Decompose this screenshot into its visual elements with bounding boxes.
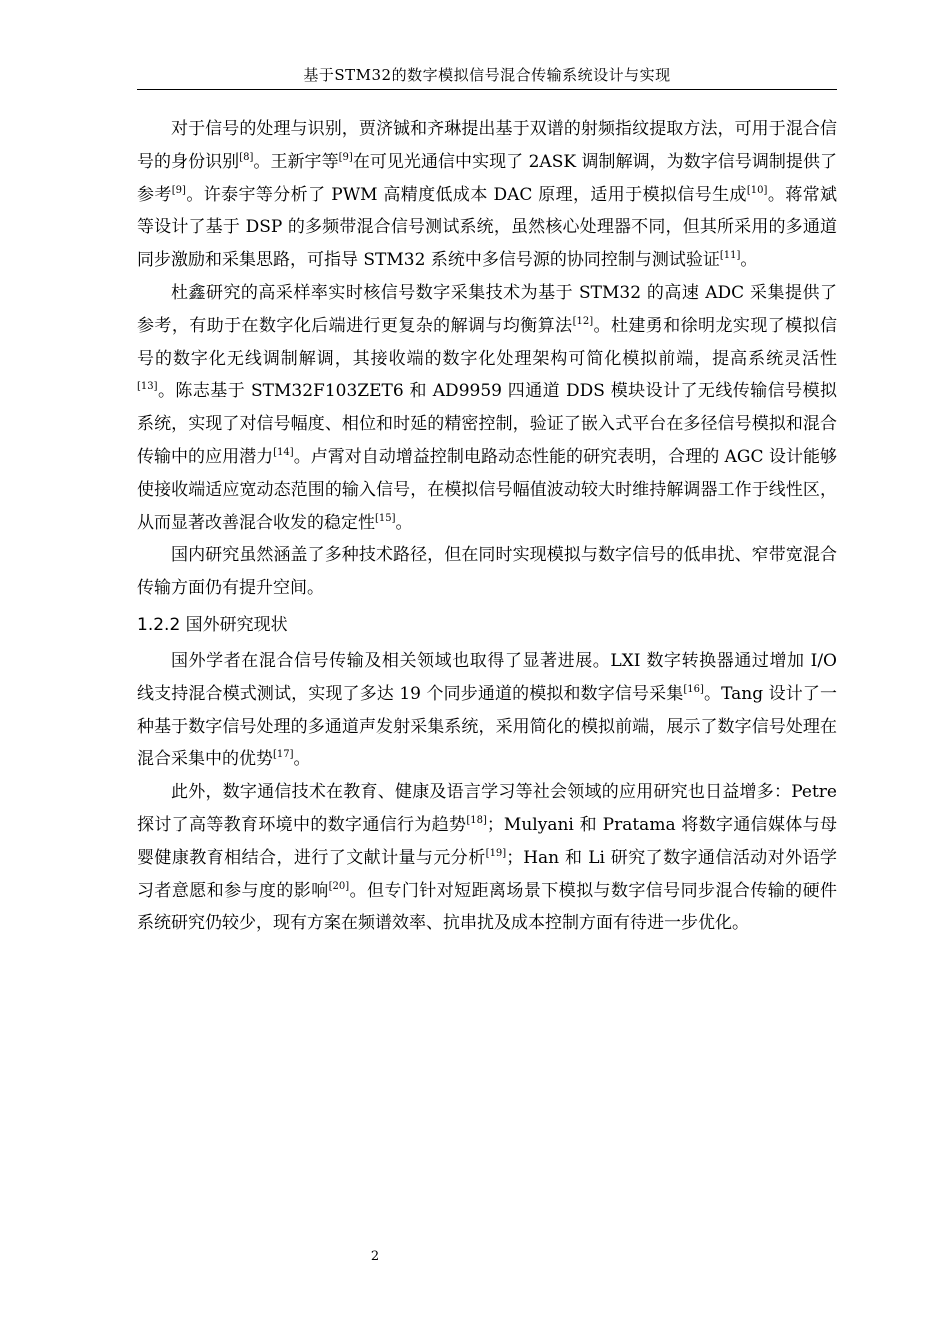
citation-ref: [15] (375, 512, 396, 524)
paragraph-text: 。 (395, 512, 413, 533)
section-heading: 1.2.2 国外研究现状 (137, 614, 288, 635)
header-rule (137, 89, 837, 90)
paragraph (137, 539, 837, 605)
citation-ref: [11] (719, 250, 741, 262)
paragraph-text: 。 (293, 749, 311, 770)
paragraph-text: 。蒋常斌等设计了基于 DSP 的多频带混合信号测试系统，虽然核心处理器不同，但其所采用的多通道同步激励和采集思路，可指导 STM32 系统中多信号源的协同控制与测试验证 (137, 184, 837, 271)
paragraph-text: ；Han 和 Li 研究了数字通信活动对外语学习者意愿和参与度的影响 (137, 847, 837, 901)
citation-ref: [20] (328, 880, 350, 892)
citation-ref: [9] (171, 184, 186, 196)
paragraph-text: 。 (740, 250, 758, 271)
paragraph (137, 277, 837, 539)
citation-ref: [12] (572, 315, 594, 327)
paragraph-text: 在可见光通信中实现了 2ASK 调制解调，为数字信号调制提供了参考 (137, 151, 838, 205)
paragraph-text: 。Tang 设计了一种基于数字信号处理的多通道声发射采集系统，采用简化的模拟前端，展示了数字信号处理在混合采集中的优势 (137, 683, 837, 770)
paragraph (137, 645, 837, 776)
citation-ref: [8] (239, 151, 254, 163)
citation-ref: [9] (338, 151, 353, 163)
paragraph-text: 。杜建勇和徐明龙实现了模拟信号的数字化无线调制解调，其接收端的数字化处理架构可简化模拟前端，提高系统灵活性 (137, 315, 838, 369)
citation-ref: [19] (485, 847, 507, 859)
paragraph-text: 国外学者在混合信号传输及相关领域也取得了显著进展。LXI 数字转换器通过增加 I/O 线支持混合模式测试，实现了多达 19 个同步通道的模拟和数字信号采集 (137, 650, 837, 704)
citation-ref: [18] (466, 814, 487, 826)
paragraph-text: ；Mulyani 和 Pratama 将数字通信媒体与母婴健康教育相结合，进行了文献计量与元分析 (137, 814, 838, 868)
citation-ref: [10] (746, 184, 768, 196)
paragraph (137, 776, 837, 940)
paragraph-text: 杜鑫研究的高采样率实时核信号数字采集技术为基于 STM32 的高速 ADC 采集提供了参考，有助于在数字化后端进行更复杂的解调与均衡算法 (137, 282, 837, 336)
citation-ref: [13] (137, 381, 158, 393)
citation-ref: [16] (683, 683, 704, 695)
page-number: 2 (370, 1249, 380, 1264)
paragraph-text: 。王新宇等 (253, 151, 339, 172)
running-header: 基于STM32的数字模拟信号混合传输系统设计与实现 (303, 66, 671, 84)
paragraph (137, 113, 837, 277)
paragraph-text: 。但专门针对短距离场景下模拟与数字信号同步混合传输的硬件系统研究仍较少，现有方案在频谱效率、抗串扰及成本控制方面有待进一步优化。 (137, 880, 838, 934)
paragraph-text: 。许泰宇等分析了 PWM 高精度低成本 DAC 原理，适用于模拟信号生成 (185, 184, 747, 205)
paragraph-text: 此外，数字通信技术在教育、健康及语言学习等社会领域的应用研究也日益增多：Petre 探讨了高等教育环境中的数字通信行为趋势 (137, 782, 837, 835)
paragraph-text: 国内研究虽然涵盖了多种技术路径，但在同时实现模拟与数字信号的低串扰、窄带宽混合传输方面仍有提升空间。 (137, 545, 837, 599)
paragraph-text: 。卢霄对自动增益控制电路动态性能的研究表明，合理的 AGC 设计能够使接收端适应宽动态范围的输入信号，在模拟信号幅值波动较大时维持解调器工作于线性区，从而显著改善混合收发的稳定性 (137, 446, 838, 533)
paragraph-text: 对于信号的处理与识别，贾济铖和齐琳提出基于双谱的射频指纹提取方法，可用于混合信号的身份识别 (137, 119, 837, 172)
body-text (137, 113, 837, 940)
citation-ref: [14] (273, 446, 294, 458)
paragraph-text: 。陈志基于 STM32F103ZET6 和 AD9959 四通道 DDS 模块设计了无线传输信号模拟系统，实现了对信号幅度、相位和时延的精密控制，验证了嵌入式平台在多径信号模拟和混合传输中的应用潜力 (137, 381, 837, 467)
citation-ref: [17] (273, 749, 294, 761)
